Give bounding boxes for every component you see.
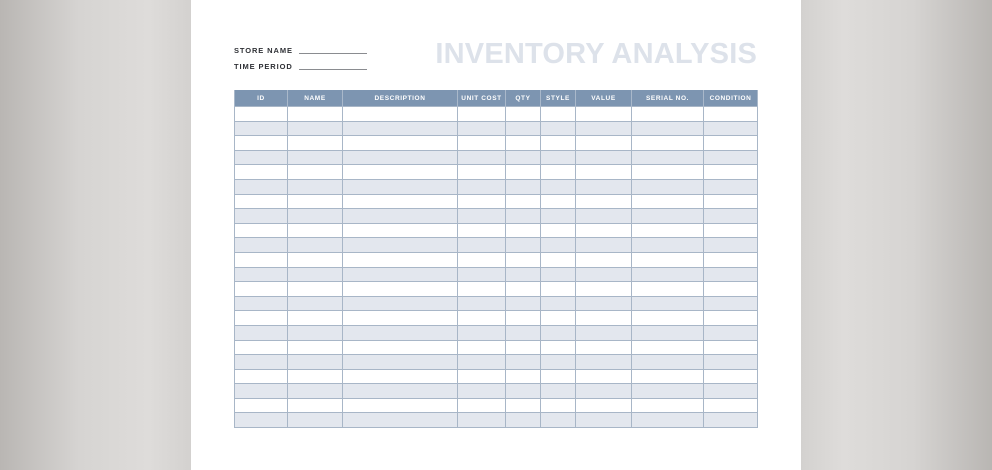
store-name-label: STORE NAME <box>234 46 293 55</box>
table-cell[interactable] <box>632 223 704 238</box>
column-header-condition: CONDITION <box>704 90 758 107</box>
table-cell[interactable] <box>541 384 576 399</box>
table-cell[interactable] <box>541 194 576 209</box>
table-cell[interactable] <box>235 311 288 326</box>
column-header-value: VALUE <box>576 90 632 107</box>
table-row <box>235 107 758 122</box>
table-cell[interactable] <box>288 209 343 224</box>
table-cell[interactable] <box>458 194 506 209</box>
table-cell[interactable] <box>458 150 506 165</box>
table-row <box>235 398 758 413</box>
table-cell[interactable] <box>704 296 758 311</box>
table-body <box>235 107 758 428</box>
table-cell[interactable] <box>288 282 343 297</box>
table-cell[interactable] <box>343 121 458 136</box>
table-cell[interactable] <box>235 209 288 224</box>
time-period-label: TIME PERIOD <box>234 62 293 71</box>
table-cell[interactable] <box>343 325 458 340</box>
table-cell[interactable] <box>632 267 704 282</box>
table-row <box>235 121 758 136</box>
table-cell[interactable] <box>343 238 458 253</box>
table-cell[interactable] <box>632 209 704 224</box>
table-cell[interactable] <box>235 165 288 180</box>
table-cell[interactable] <box>632 252 704 267</box>
table-cell[interactable] <box>506 136 541 151</box>
table-cell[interactable] <box>704 194 758 209</box>
time-period-line[interactable] <box>299 69 367 70</box>
column-header-id: ID <box>235 90 288 107</box>
table-cell[interactable] <box>458 238 506 253</box>
table-cell[interactable] <box>343 311 458 326</box>
table-cell[interactable] <box>541 296 576 311</box>
table-cell[interactable] <box>704 267 758 282</box>
table-cell[interactable] <box>576 136 632 151</box>
table-cell[interactable] <box>458 340 506 355</box>
table-cell[interactable] <box>632 398 704 413</box>
table-cell[interactable] <box>343 282 458 297</box>
table-cell[interactable] <box>541 340 576 355</box>
table-cell[interactable] <box>576 150 632 165</box>
inventory-sheet <box>191 0 801 470</box>
table-row <box>235 413 758 428</box>
table-cell[interactable] <box>704 209 758 224</box>
table-cell[interactable] <box>632 296 704 311</box>
table-cell[interactable] <box>288 252 343 267</box>
table-cell[interactable] <box>576 340 632 355</box>
table-cell[interactable] <box>288 369 343 384</box>
table-cell[interactable] <box>235 413 288 428</box>
table-cell[interactable] <box>576 209 632 224</box>
table-row <box>235 267 758 282</box>
table-cell[interactable] <box>288 238 343 253</box>
table-cell[interactable] <box>541 413 576 428</box>
table-cell[interactable] <box>632 107 704 122</box>
table-cell[interactable] <box>235 398 288 413</box>
table-cell[interactable] <box>458 107 506 122</box>
table-cell[interactable] <box>288 355 343 370</box>
table-cell[interactable] <box>458 136 506 151</box>
table-cell[interactable] <box>343 398 458 413</box>
table-cell[interactable] <box>288 413 343 428</box>
table-cell[interactable] <box>458 384 506 399</box>
table-cell[interactable] <box>235 325 288 340</box>
table-cell[interactable] <box>632 136 704 151</box>
table-cell[interactable] <box>704 398 758 413</box>
table-cell[interactable] <box>506 296 541 311</box>
table-cell[interactable] <box>541 355 576 370</box>
table-row <box>235 369 758 384</box>
table-row <box>235 150 758 165</box>
table-cell[interactable] <box>343 413 458 428</box>
table-cell[interactable] <box>704 179 758 194</box>
table-cell[interactable] <box>343 194 458 209</box>
table-cell[interactable] <box>704 165 758 180</box>
table-cell[interactable] <box>506 413 541 428</box>
table-cell[interactable] <box>458 121 506 136</box>
table-cell[interactable] <box>576 296 632 311</box>
table-cell[interactable] <box>541 107 576 122</box>
table-cell[interactable] <box>576 107 632 122</box>
table-cell[interactable] <box>576 282 632 297</box>
table-cell[interactable] <box>343 209 458 224</box>
table-cell[interactable] <box>704 238 758 253</box>
column-header-serial-no: SERIAL NO. <box>632 90 704 107</box>
column-header-description: DESCRIPTION <box>343 90 458 107</box>
table-cell[interactable] <box>458 179 506 194</box>
table-cell[interactable] <box>576 369 632 384</box>
table-cell[interactable] <box>576 252 632 267</box>
table-cell[interactable] <box>288 165 343 180</box>
table-cell[interactable] <box>458 165 506 180</box>
table-header-row <box>235 90 758 107</box>
table-cell[interactable] <box>541 179 576 194</box>
table-cell[interactable] <box>506 384 541 399</box>
table-cell[interactable] <box>288 398 343 413</box>
table-cell[interactable] <box>288 150 343 165</box>
page-title: INVENTORY ANALYSIS <box>435 38 757 70</box>
table-cell[interactable] <box>576 194 632 209</box>
table-cell[interactable] <box>343 267 458 282</box>
table-cell[interactable] <box>632 384 704 399</box>
table-cell[interactable] <box>506 209 541 224</box>
table-cell[interactable] <box>632 194 704 209</box>
table-cell[interactable] <box>235 223 288 238</box>
table-cell[interactable] <box>458 223 506 238</box>
table-cell[interactable] <box>704 252 758 267</box>
table-cell[interactable] <box>576 165 632 180</box>
table-row <box>235 136 758 151</box>
table-cell[interactable] <box>632 165 704 180</box>
inventory-table <box>234 90 758 428</box>
table-cell[interactable] <box>632 413 704 428</box>
table-cell[interactable] <box>506 398 541 413</box>
table-cell[interactable] <box>506 238 541 253</box>
table-cell[interactable] <box>235 267 288 282</box>
table-cell[interactable] <box>576 355 632 370</box>
column-header-unit-cost: UNIT COST <box>458 90 506 107</box>
table-cell[interactable] <box>704 340 758 355</box>
table-cell[interactable] <box>235 107 288 122</box>
table-cell[interactable] <box>506 267 541 282</box>
table-cell[interactable] <box>506 311 541 326</box>
table-cell[interactable] <box>235 384 288 399</box>
table-cell[interactable] <box>288 325 343 340</box>
table-cell[interactable] <box>506 355 541 370</box>
table-cell[interactable] <box>288 107 343 122</box>
table-cell[interactable] <box>235 282 288 297</box>
table-cell[interactable] <box>576 311 632 326</box>
table-cell[interactable] <box>458 282 506 297</box>
table-cell[interactable] <box>343 355 458 370</box>
table-row <box>235 311 758 326</box>
table-cell[interactable] <box>235 340 288 355</box>
table-cell[interactable] <box>541 165 576 180</box>
table-cell[interactable] <box>458 209 506 224</box>
table-cell[interactable] <box>343 252 458 267</box>
table-cell[interactable] <box>506 369 541 384</box>
table-row <box>235 165 758 180</box>
table-cell[interactable] <box>343 107 458 122</box>
table-cell[interactable] <box>704 355 758 370</box>
table-cell[interactable] <box>235 194 288 209</box>
table-cell[interactable] <box>458 296 506 311</box>
table-cell[interactable] <box>288 223 343 238</box>
table-row <box>235 282 758 297</box>
table-cell[interactable] <box>576 238 632 253</box>
table-cell[interactable] <box>288 136 343 151</box>
table-cell[interactable] <box>235 179 288 194</box>
table-cell[interactable] <box>288 194 343 209</box>
table-cell[interactable] <box>632 238 704 253</box>
table-cell[interactable] <box>704 384 758 399</box>
table-cell[interactable] <box>458 267 506 282</box>
table-cell[interactable] <box>343 384 458 399</box>
table-cell[interactable] <box>632 282 704 297</box>
table-row <box>235 238 758 253</box>
table-cell[interactable] <box>343 296 458 311</box>
table-cell[interactable] <box>343 165 458 180</box>
table-cell[interactable] <box>235 238 288 253</box>
table-cell[interactable] <box>541 369 576 384</box>
table-cell[interactable] <box>632 150 704 165</box>
table-row <box>235 179 758 194</box>
table-cell[interactable] <box>541 398 576 413</box>
table-cell[interactable] <box>632 355 704 370</box>
table-cell[interactable] <box>576 179 632 194</box>
table-cell[interactable] <box>632 311 704 326</box>
table-cell[interactable] <box>235 252 288 267</box>
store-name-line[interactable] <box>299 53 367 54</box>
table-cell[interactable] <box>506 223 541 238</box>
time-period-field <box>234 59 367 71</box>
table-cell[interactable] <box>235 296 288 311</box>
table-cell[interactable] <box>506 194 541 209</box>
table-cell[interactable] <box>458 252 506 267</box>
table-cell[interactable] <box>541 150 576 165</box>
table-row <box>235 252 758 267</box>
table-cell[interactable] <box>576 384 632 399</box>
table-cell[interactable] <box>576 413 632 428</box>
table-cell[interactable] <box>506 252 541 267</box>
table-cell[interactable] <box>704 107 758 122</box>
table-cell[interactable] <box>632 121 704 136</box>
table-cell[interactable] <box>288 296 343 311</box>
table-cell[interactable] <box>458 398 506 413</box>
column-header-name: NAME <box>288 90 343 107</box>
table-cell[interactable] <box>576 121 632 136</box>
table-cell[interactable] <box>288 179 343 194</box>
table-cell[interactable] <box>235 369 288 384</box>
column-header-style: STYLE <box>541 90 576 107</box>
table-cell[interactable] <box>343 369 458 384</box>
table-row <box>235 384 758 399</box>
table-cell[interactable] <box>458 311 506 326</box>
table-row <box>235 355 758 370</box>
table-cell[interactable] <box>458 355 506 370</box>
table-cell[interactable] <box>458 325 506 340</box>
table-cell[interactable] <box>235 136 288 151</box>
table-cell[interactable] <box>576 223 632 238</box>
table-cell[interactable] <box>506 121 541 136</box>
table-cell[interactable] <box>458 413 506 428</box>
table-cell[interactable] <box>506 179 541 194</box>
table-cell[interactable] <box>704 369 758 384</box>
table-cell[interactable] <box>506 150 541 165</box>
table-cell[interactable] <box>288 267 343 282</box>
store-name-field <box>234 43 367 55</box>
table-row <box>235 325 758 340</box>
table-cell[interactable] <box>632 179 704 194</box>
table-cell[interactable] <box>288 311 343 326</box>
table-cell[interactable] <box>576 325 632 340</box>
table-cell[interactable] <box>541 209 576 224</box>
table-cell[interactable] <box>632 340 704 355</box>
table-cell[interactable] <box>632 325 704 340</box>
table-cell[interactable] <box>235 121 288 136</box>
table-cell[interactable] <box>704 136 758 151</box>
table-cell[interactable] <box>704 311 758 326</box>
table-row <box>235 223 758 238</box>
table-cell[interactable] <box>704 325 758 340</box>
table-cell[interactable] <box>343 136 458 151</box>
table-row <box>235 296 758 311</box>
table-cell[interactable] <box>343 223 458 238</box>
table-row <box>235 340 758 355</box>
table-row <box>235 209 758 224</box>
table-cell[interactable] <box>541 136 576 151</box>
table-cell[interactable] <box>506 325 541 340</box>
table-cell[interactable] <box>458 369 506 384</box>
table-cell[interactable] <box>506 340 541 355</box>
table-cell[interactable] <box>235 355 288 370</box>
table-cell[interactable] <box>704 282 758 297</box>
column-header-qty: QTY <box>506 90 541 107</box>
table-row <box>235 194 758 209</box>
table-cell[interactable] <box>506 282 541 297</box>
table-cell[interactable] <box>506 107 541 122</box>
table-cell[interactable] <box>632 369 704 384</box>
table-cell[interactable] <box>541 121 576 136</box>
table-cell[interactable] <box>704 121 758 136</box>
table-cell[interactable] <box>704 150 758 165</box>
table-cell[interactable] <box>704 413 758 428</box>
table-cell[interactable] <box>288 384 343 399</box>
table-cell[interactable] <box>288 121 343 136</box>
table-cell[interactable] <box>343 150 458 165</box>
table-cell[interactable] <box>288 340 343 355</box>
table-cell[interactable] <box>235 150 288 165</box>
table-cell[interactable] <box>541 267 576 282</box>
table-cell[interactable] <box>576 398 632 413</box>
table-cell[interactable] <box>541 325 576 340</box>
table-cell[interactable] <box>343 179 458 194</box>
table-cell[interactable] <box>541 282 576 297</box>
table-cell[interactable] <box>541 252 576 267</box>
table-cell[interactable] <box>576 267 632 282</box>
table-cell[interactable] <box>506 165 541 180</box>
table-cell[interactable] <box>541 238 576 253</box>
table-cell[interactable] <box>704 223 758 238</box>
table-cell[interactable] <box>541 223 576 238</box>
table-cell[interactable] <box>541 311 576 326</box>
table-cell[interactable] <box>343 340 458 355</box>
